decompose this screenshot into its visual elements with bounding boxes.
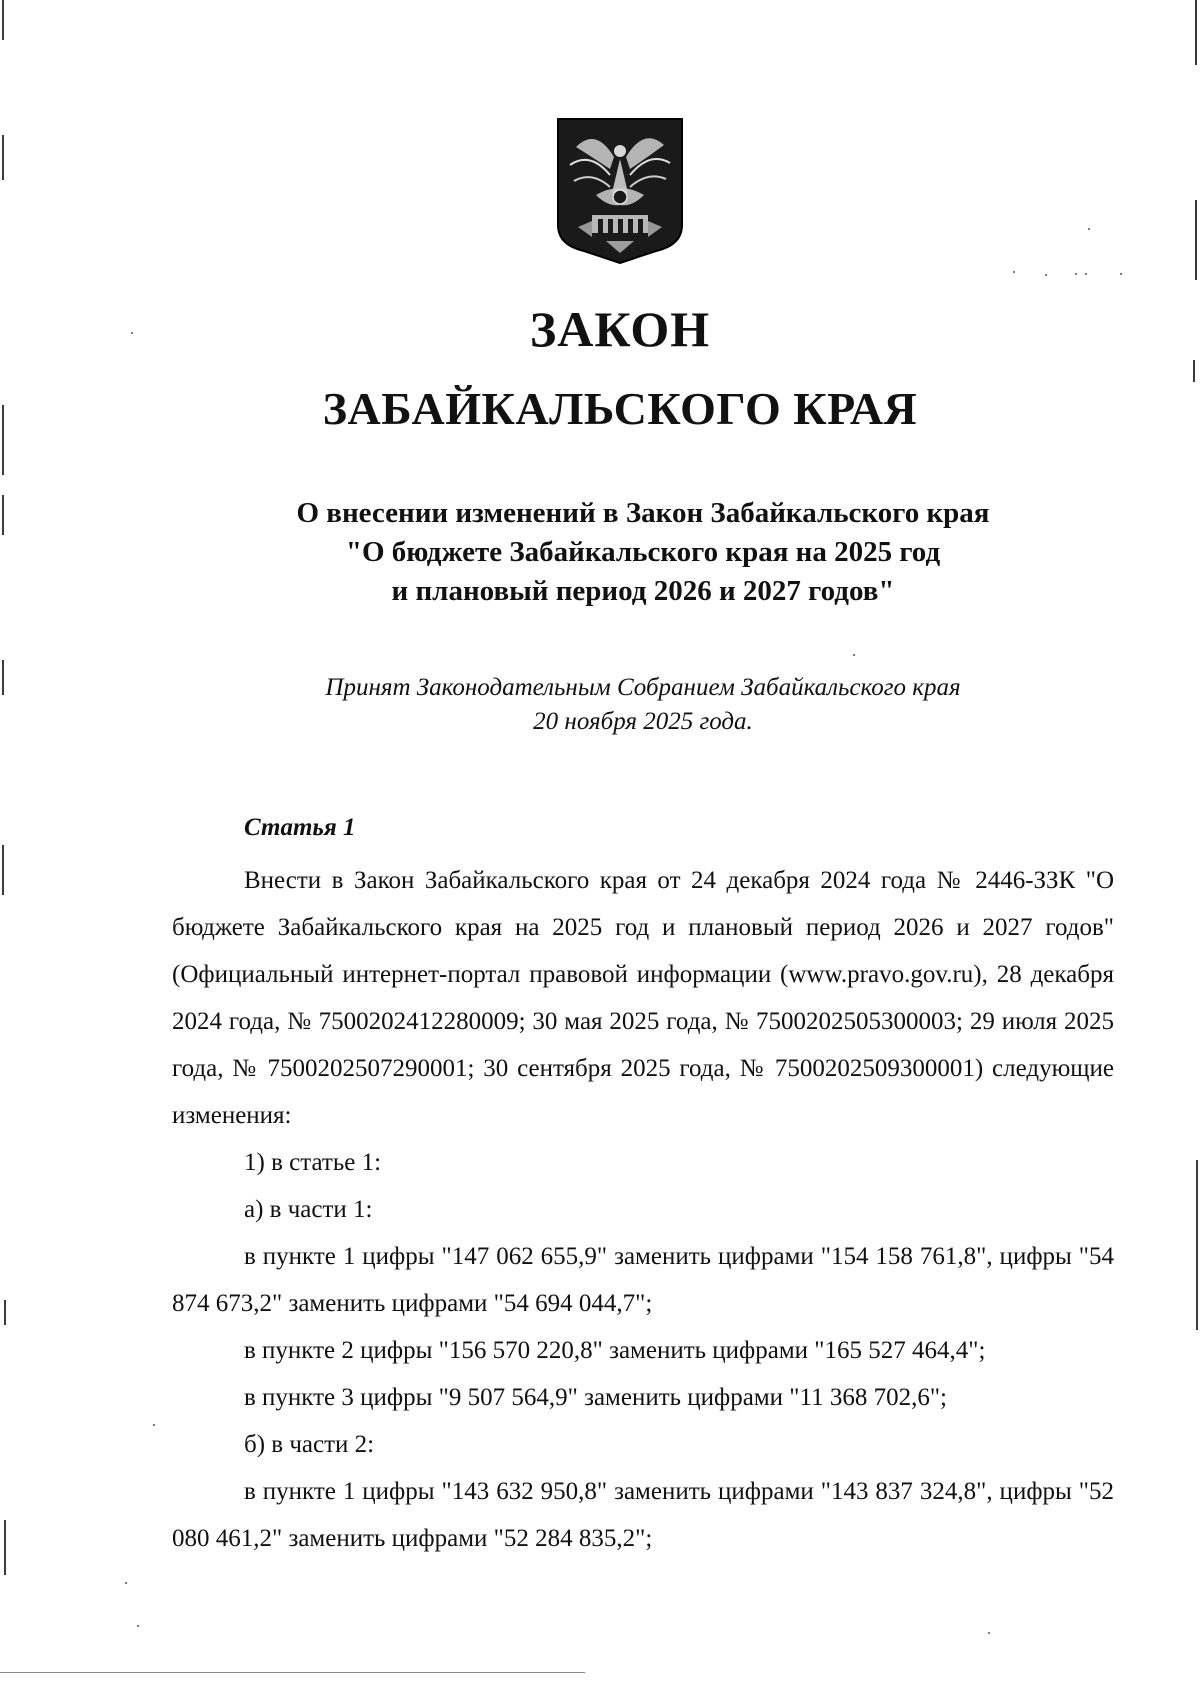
scan-speck: [1088, 228, 1090, 230]
scan-speck: [1120, 273, 1122, 275]
law-subject-line: О внесении изменений в Закон Забайкальского края: [296, 497, 990, 529]
scan-edge-mark: [4, 1300, 6, 1325]
scan-speck: [153, 1424, 155, 1426]
article-paragraph: в пункте 1 цифры "143 632 950,8" заменить цифрами "143 837 324,8", цифры "52 080 461,2" заменить цифрами "52 284 835,2";: [172, 1478, 1114, 1552]
scan-speck: [1085, 273, 1087, 275]
law-subject: [0, 494, 1200, 611]
scan-bottom-rule: [0, 1672, 585, 1673]
document-title: ЗАКОН: [529, 301, 711, 357]
scan-speck: [125, 1582, 127, 1584]
scan-edge-mark: [4, 1520, 6, 1575]
scan-edge-mark: [1196, 1160, 1198, 1330]
article-paragraph: в пункте 3 цифры "9 507 564,9" заменить цифрами "11 368 702,6";: [244, 1384, 947, 1411]
adoption-note: [0, 671, 1200, 739]
coat-of-arms-icon: [556, 117, 684, 264]
scan-speck: [137, 1625, 139, 1627]
article-paragraph: б) в части 2:: [244, 1431, 375, 1458]
law-subject-line: "О бюджете Забайкальского края на 2025 год: [345, 536, 941, 568]
scan-speck: [1045, 274, 1047, 276]
scan-edge-mark: [1195, 0, 1197, 65]
adoption-note-line: Принят Законодательным Собранием Забайкальского края: [325, 674, 961, 701]
scan-speck: [1075, 273, 1077, 275]
scan-speck: [853, 654, 855, 656]
scan-edge-mark: [1193, 360, 1195, 382]
article-paragraph: 1) в статье 1:: [244, 1149, 382, 1176]
article-paragraph: в пункте 2 цифры "156 570 220,8" заменить цифрами "165 527 464,4";: [244, 1337, 986, 1364]
adoption-date: 20 ноября 2025 года.: [533, 708, 753, 735]
scan-edge-mark: [2, 845, 4, 895]
scan-edge-mark: [2, 0, 4, 40]
article-paragraph: Внести в Закон Забайкальского края от 24 декабря 2024 года № 2446-ЗЗК "О бюджете Забайкальского края на 2025 год и плановый период 2026 и 2027 годов" (Официальный интернет-портал правовой информации (www.pravo.gov.ru), 28 декабря 2024 года, № 7500202412280009; 30 мая 2025 года, № 7500202505300003; 29 июля 2025 года, № 7500202507290001; 30 сентября 2025 года, № 7500202509300001) следующие изменения:: [172, 867, 1114, 1129]
scan-edge-mark: [1195, 200, 1197, 280]
article-paragraph: в пункте 1 цифры "147 062 655,9" заменить цифрами "154 158 761,8", цифры "54 874 673,2" заменить цифрами "54 694 044,7";: [172, 1243, 1114, 1317]
scan-edge-mark: [2, 135, 4, 180]
article-heading: Статья 1: [244, 814, 356, 841]
article-body: [172, 857, 1114, 1562]
scan-speck: [988, 1632, 990, 1634]
scan-speck: [1013, 271, 1015, 273]
law-subject-line: и плановый период 2026 и 2027 годов": [391, 575, 895, 607]
article-paragraph: а) в части 1:: [244, 1196, 373, 1223]
document-authority: ЗАБАЙКАЛЬСКОГО КРАЯ: [322, 383, 918, 434]
